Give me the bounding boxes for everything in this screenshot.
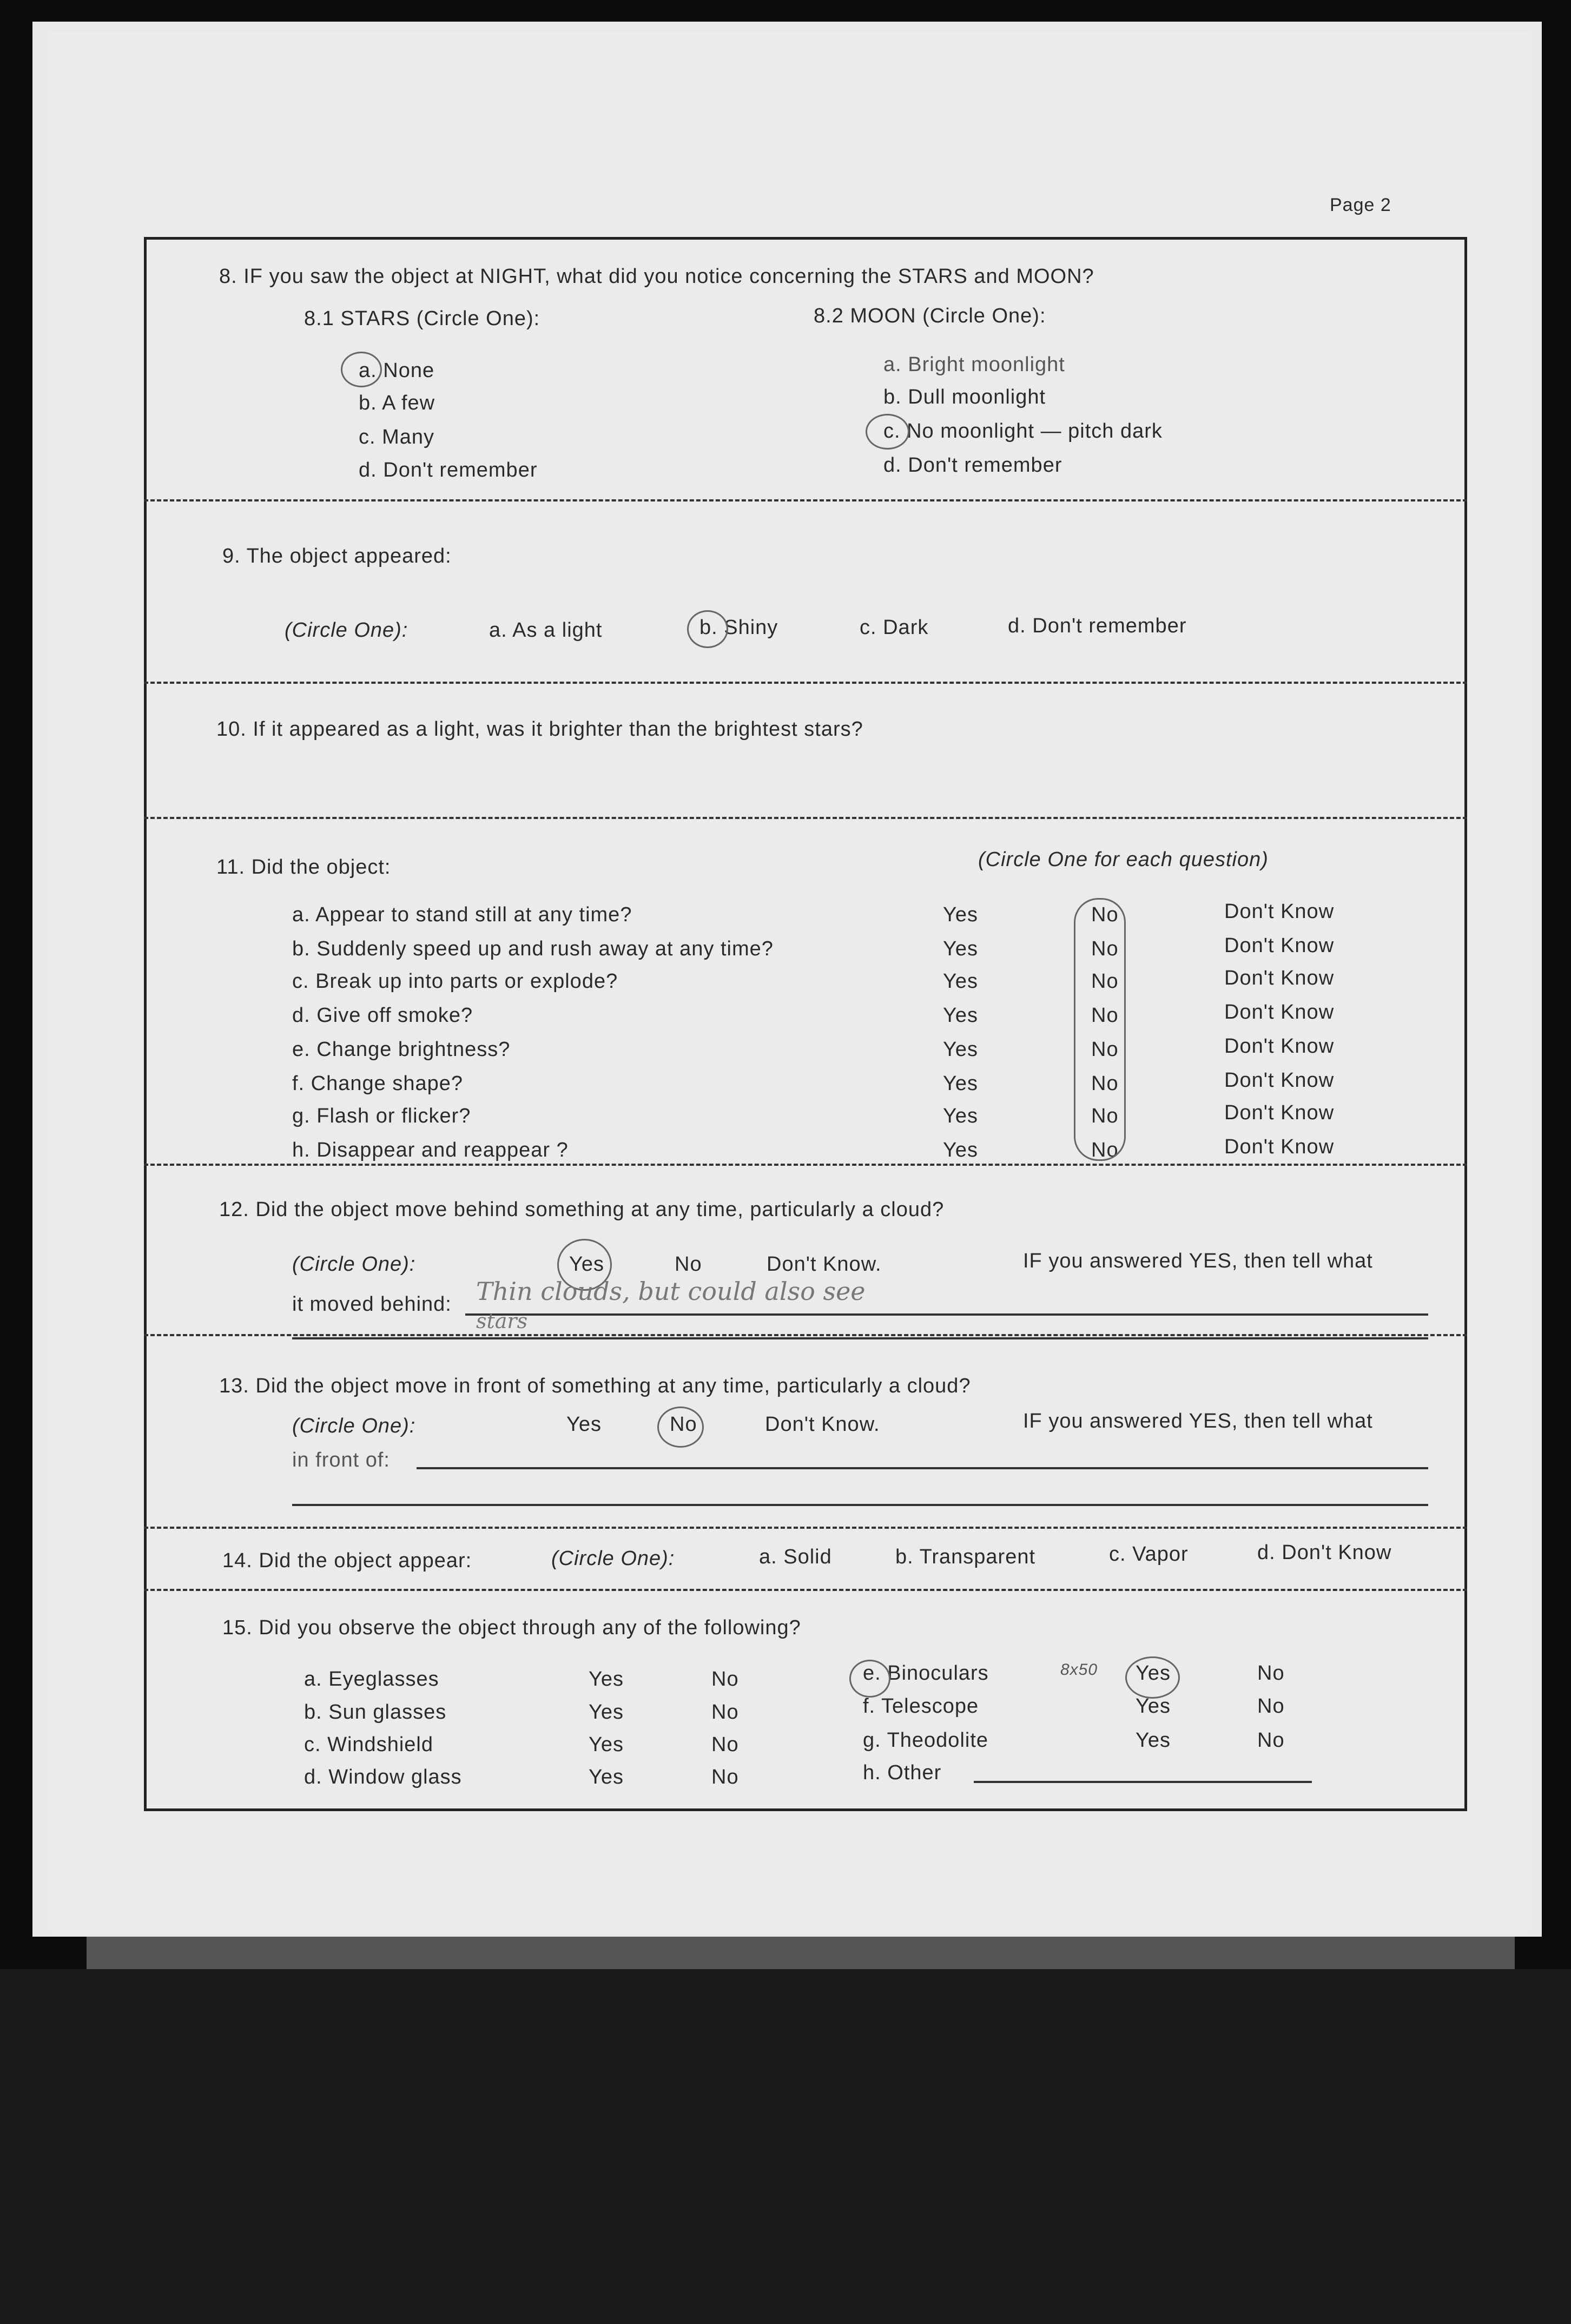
q15-item: a. Eyeglasses	[304, 1668, 439, 1691]
divider	[144, 682, 1467, 684]
scan-background	[0, 1969, 1571, 2324]
divider	[144, 1527, 1467, 1529]
divider	[144, 817, 1467, 819]
q11-dont-know[interactable]: Don't Know	[1224, 1135, 1335, 1158]
answer-circle	[341, 352, 382, 387]
q13-front-label: in front of:	[292, 1449, 390, 1471]
q11-yes[interactable]: Yes	[943, 903, 978, 926]
q10-question: 10. If it appeared as a light, was it brighter than the brightest stars?	[216, 718, 863, 741]
page-label: Page 2	[1330, 195, 1391, 215]
q14-option[interactable]: d. Don't Know	[1257, 1541, 1392, 1564]
q15-yes[interactable]: Yes	[589, 1668, 624, 1691]
moon-option[interactable]: c. No moonlight — pitch dark	[883, 420, 1163, 443]
q11-no[interactable]: No	[1091, 1004, 1119, 1027]
q11-no[interactable]: No	[1091, 1139, 1119, 1161]
q15-yes[interactable]: Yes	[1136, 1662, 1171, 1685]
q11-no[interactable]: No	[1091, 1038, 1119, 1061]
q11-question: 11. Did the object:	[216, 856, 391, 879]
q15-item: d. Window glass	[304, 1766, 462, 1788]
q11-no[interactable]: No	[1091, 937, 1119, 960]
answer-circle	[866, 414, 909, 450]
q11-yes[interactable]: Yes	[943, 1038, 978, 1061]
q15-yes[interactable]: Yes	[589, 1766, 624, 1788]
q11-dont-know[interactable]: Don't Know	[1224, 967, 1335, 989]
q11-item: a. Appear to stand still at any time?	[292, 903, 632, 926]
q14-question: 14. Did the object appear:	[222, 1549, 472, 1572]
q15-yes[interactable]: Yes	[589, 1701, 624, 1724]
q13-if-yes: IF you answered YES, then tell what	[1023, 1410, 1373, 1432]
q11-no[interactable]: No	[1091, 1105, 1119, 1127]
stars-option[interactable]: b. A few	[359, 392, 435, 414]
answer-circle	[657, 1407, 704, 1448]
divider	[144, 1334, 1467, 1336]
divider	[144, 1589, 1467, 1591]
stars-option[interactable]: d. Don't remember	[359, 459, 538, 481]
q11-yes[interactable]: Yes	[943, 1004, 978, 1027]
q11-yes[interactable]: Yes	[943, 937, 978, 960]
q13-circle-label: (Circle One):	[292, 1415, 416, 1437]
q9-option[interactable]: d. Don't remember	[1008, 615, 1187, 637]
answer-circle	[849, 1660, 890, 1698]
q15-item: e. Binoculars	[863, 1662, 989, 1685]
q11-dont-know[interactable]: Don't Know	[1224, 900, 1335, 923]
q15-no[interactable]: No	[1257, 1729, 1285, 1752]
q14-option[interactable]: a. Solid	[759, 1546, 832, 1568]
q11-yes[interactable]: Yes	[943, 970, 978, 993]
q11-item: f. Change shape?	[292, 1072, 464, 1095]
q11-dont-know[interactable]: Don't Know	[1224, 1069, 1335, 1092]
q9-option[interactable]: c. Dark	[860, 616, 929, 639]
moon-option[interactable]: a. Bright moonlight	[883, 353, 1065, 376]
answer-circle	[1074, 898, 1126, 1161]
q12-no[interactable]: No	[675, 1253, 702, 1276]
q13-yes[interactable]: Yes	[566, 1413, 602, 1436]
q11-item: h. Disappear and reappear ?	[292, 1139, 569, 1161]
q14-circle-label: (Circle One):	[551, 1547, 675, 1570]
q11-circle-label: (Circle One for each question)	[978, 848, 1269, 871]
q15-no[interactable]: No	[1257, 1695, 1285, 1718]
stars-option[interactable]: a. None	[359, 359, 435, 382]
q13-dont-know[interactable]: Don't Know.	[765, 1413, 880, 1436]
page-shadow	[87, 1937, 1515, 1969]
handwritten-answer[interactable]: stars	[476, 1309, 528, 1333]
q9-option[interactable]: a. As a light	[489, 619, 603, 642]
q12-if-yes: IF you answered YES, then tell what	[1023, 1250, 1373, 1272]
q13-no[interactable]: No	[670, 1413, 697, 1436]
answer-line	[417, 1467, 1428, 1469]
divider	[144, 499, 1467, 501]
q15-yes[interactable]: Yes	[589, 1733, 624, 1756]
q15-no[interactable]: No	[711, 1766, 739, 1788]
answer-line	[292, 1504, 1428, 1506]
q12-question: 12. Did the object move behind something at any time, particularly a cloud?	[219, 1198, 945, 1221]
q11-dont-know[interactable]: Don't Know	[1224, 934, 1335, 957]
q9-question: 9. The object appeared:	[222, 545, 452, 567]
q11-yes[interactable]: Yes	[943, 1139, 978, 1161]
q15-item: b. Sun glasses	[304, 1701, 447, 1724]
q8-stars-heading: 8.1 STARS (Circle One):	[304, 307, 540, 330]
q14-option[interactable]: c. Vapor	[1109, 1543, 1189, 1566]
q15-item: c. Windshield	[304, 1733, 433, 1756]
q11-item: g. Flash or flicker?	[292, 1105, 471, 1127]
q11-item: e. Change brightness?	[292, 1038, 511, 1061]
q14-option[interactable]: b. Transparent	[895, 1546, 1036, 1568]
answer-line	[465, 1313, 1428, 1316]
q15-item: f. Telescope	[863, 1695, 979, 1718]
q11-dont-know[interactable]: Don't Know	[1224, 1101, 1335, 1124]
q11-no[interactable]: No	[1091, 903, 1119, 926]
q15-no[interactable]: No	[711, 1701, 739, 1724]
q12-behind-label: it moved behind:	[292, 1293, 452, 1316]
handwritten-answer[interactable]: Thin clouds, but could also see	[476, 1277, 866, 1306]
q13-question: 13. Did the object move in front of something at any time, particularly a cloud?	[219, 1375, 971, 1397]
moon-option[interactable]: b. Dull moonlight	[883, 386, 1046, 408]
q9-option[interactable]: b. Shiny	[699, 616, 778, 639]
q12-dont-know[interactable]: Don't Know.	[767, 1253, 882, 1276]
q15-question: 15. Did you observe the object through any of the following?	[222, 1616, 801, 1639]
answer-circle	[687, 610, 728, 648]
stars-option[interactable]: c. Many	[359, 426, 435, 448]
q15-yes[interactable]: Yes	[1136, 1729, 1171, 1752]
q11-yes[interactable]: Yes	[943, 1105, 978, 1127]
q11-yes[interactable]: Yes	[943, 1072, 978, 1095]
divider	[144, 1164, 1467, 1166]
q15-yes[interactable]: Yes	[1136, 1695, 1171, 1718]
q11-item: c. Break up into parts or explode?	[292, 970, 618, 993]
q11-item: b. Suddenly speed up and rush away at any time?	[292, 937, 774, 960]
q11-item: d. Give off smoke?	[292, 1004, 473, 1027]
q8-moon-heading: 8.2 MOON (Circle One):	[814, 305, 1046, 327]
q12-circle-label: (Circle One):	[292, 1253, 416, 1276]
answer-line	[292, 1337, 1428, 1339]
q12-yes[interactable]: Yes	[569, 1253, 604, 1276]
moon-option[interactable]: d. Don't remember	[883, 454, 1062, 477]
q15-item: g. Theodolite	[863, 1729, 989, 1752]
q9-circle-label: (Circle One):	[285, 619, 408, 642]
q11-dont-know[interactable]: Don't Know	[1224, 1035, 1335, 1058]
answer-circle	[1125, 1656, 1180, 1699]
q15-no[interactable]: No	[1257, 1662, 1285, 1685]
other-line	[974, 1781, 1312, 1783]
q11-dont-know[interactable]: Don't Know	[1224, 1001, 1335, 1024]
q15-item: h. Other	[863, 1761, 942, 1784]
q8-question: 8. IF you saw the object at NIGHT, what did you notice concerning the STARS and MOON?	[219, 265, 1094, 288]
binocular-note: 8x50	[1060, 1661, 1098, 1679]
q15-no[interactable]: No	[711, 1733, 739, 1756]
q11-no[interactable]: No	[1091, 1072, 1119, 1095]
q11-no[interactable]: No	[1091, 970, 1119, 993]
q15-no[interactable]: No	[711, 1668, 739, 1691]
